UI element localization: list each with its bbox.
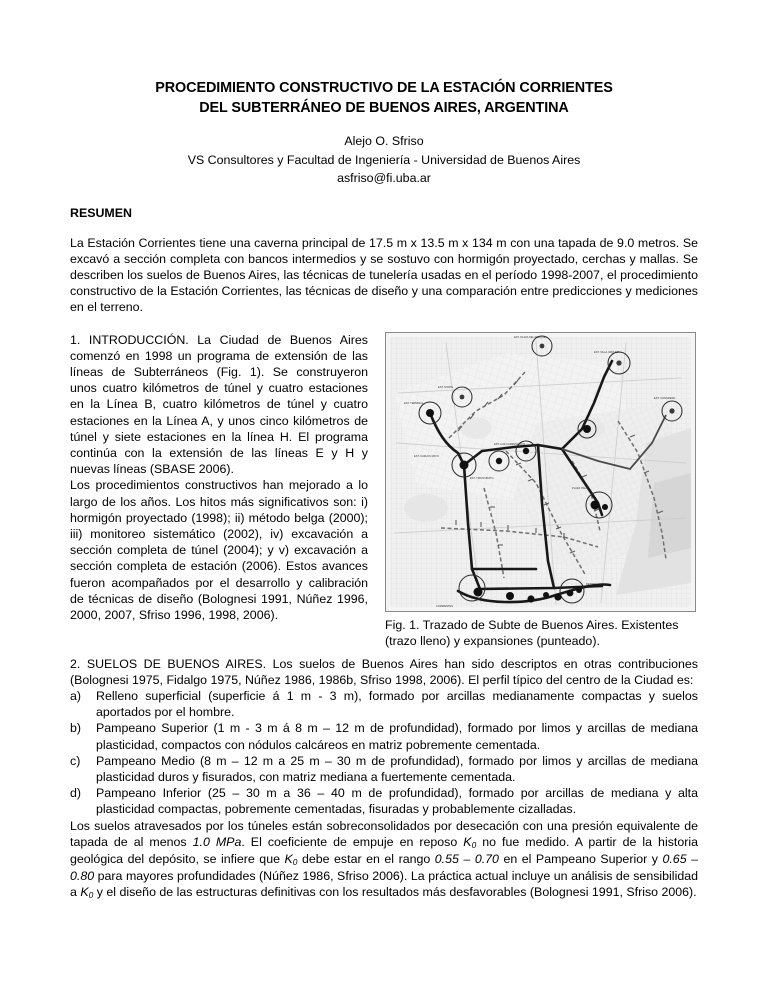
- figure-1-caption: Fig. 1. Trazado de Subte de Buenos Aires. Existentes (trazo lleno) y expansiones (punteado).: [385, 617, 679, 648]
- closing-part-2: . El coeficiente de empuje en reposo: [241, 834, 464, 849]
- list-marker-b: b): [70, 721, 82, 736]
- k0-range-upper: 0.55 – 0.70: [434, 851, 499, 866]
- page-title: [70, 78, 698, 118]
- k0-range-deep: 0.65 – 0.80: [70, 851, 698, 884]
- list-marker-a: a): [70, 688, 82, 703]
- closing-part-7: y el diseño de las estructuras definitivas con los resultados más desfavorables (Bolognesi 1991, Sfriso 2006).: [93, 885, 697, 900]
- list-text-a: Relleno superficial (superficie á 1 m - 3 m), formado por arcillas medianamente compactas y suelos aportados por el hombre.: [96, 688, 698, 720]
- author-name: Alejo O. Sfriso: [344, 134, 424, 148]
- closing-part-1: Los suelos atravesados por los túneles están sobreconsolidados por desecación con una presión equivalente de tapada de al menos: [70, 818, 698, 849]
- section2-intro: 2. SUELOS DE BUENOS AIRES. Los suelos de Buenos Aires han sido descriptos en otras contribuciones (Bolognesi 1975, Fidalgo 1975, Núñez 1986, 1986b, Sfriso 1998, 2006). El perfil típico del centro de la Ciudad es:: [70, 656, 698, 687]
- spacer: [70, 220, 698, 235]
- list-marker-d: d): [70, 786, 82, 801]
- k0-symbol: [285, 852, 298, 866]
- closing-part-3: no fue medido. A partir de la historia geológica del depósito, se infiere que: [70, 834, 698, 866]
- figure-column: [385, 332, 698, 649]
- svg-text:EST. LOS CAMPANARIOS: EST. LOS CAMPANARIOS: [494, 442, 526, 446]
- k-letter: K: [463, 834, 472, 849]
- intro-paragraph-1: 1. INTRODUCCIÓN. La Ciudad de Buenos Aires comenzó en 1998 un programa de extensión de las líneas de Subterráneos (Fig. 1). Se construyeron unos cuatro kilómetros de túnel y cuatro estaciones en la Línea B, cuatro kilómetros de túnel y cuatro estaciones en la Línea A, y unos cinco kilómetros de túnel y siete estaciones en la línea H. El programa continúa con la extensión de las líneas E y H y nuevas líneas (SBASE 2006).: [70, 332, 368, 477]
- svg-text:RETIRO: RETIRO: [586, 582, 596, 586]
- svg-text:EST. PLAZA DEL PARQUE: EST. PLAZA DEL PARQUE: [514, 335, 546, 339]
- list-item: [70, 785, 698, 817]
- k-subscript: 0: [471, 839, 477, 850]
- svg-text:PLAZA ITALIA: PLAZA ITALIA: [572, 486, 589, 490]
- list-text-b: Pampeano Superior (1 m - 3 m á 8 m – 12 m de profundidad), formado por limos y arcillas de mediana plasticidad, compactos con nódulos calcáreos en matriz pobremente cementada.: [96, 721, 698, 752]
- svg-text:EST. NORTE: EST. NORTE: [438, 385, 454, 389]
- list-item: [70, 720, 698, 752]
- k-subscript: 0: [88, 890, 94, 901]
- title-line-1: PROCEDIMIENTO CONSTRUCTIVO DE LA ESTACIÓN CORRIENTES: [155, 80, 613, 96]
- svg-text:EST. CONGRESO: EST. CONGRESO: [654, 396, 676, 400]
- author-block: [70, 132, 698, 188]
- list-item: [70, 688, 698, 720]
- author-affiliation: VS Consultores y Facultad de Ingeniería - Universidad de Buenos Aires: [187, 152, 581, 167]
- intro-figure-region: [70, 332, 698, 656]
- closing-part-5: en el Pampeano Superior y: [498, 851, 663, 866]
- subte-map-graphic: [386, 333, 695, 611]
- list-text-c: Pampeano Medio (8 m – 12 m a 25 m – 30 m de profundidad), formado por limos y arcillas de mediana plasticidad duros y fisurados, con matriz mediana a fuertemente cementada.: [96, 753, 698, 784]
- closing-part-6: para mayores profundidades (Núñez 1986, Sfriso 2006). La práctica actual incluye un análisis de sensibilidad a: [70, 869, 698, 900]
- pressure-value: 1.0 MPa: [192, 834, 242, 849]
- k0-symbol: [463, 835, 476, 849]
- closing-part-4: debe estar en el rango: [297, 851, 435, 866]
- section2-closing: [70, 818, 698, 902]
- list-item: [70, 753, 698, 785]
- abstract-heading: RESUMEN: [70, 205, 132, 220]
- intro-column: [70, 332, 368, 624]
- list-marker-c: c): [70, 753, 81, 768]
- svg-text:EST. TERMINAL: EST. TERMINAL: [404, 401, 424, 405]
- svg-text:EST. VILLA URQUIZA: EST. VILLA URQUIZA: [594, 350, 620, 354]
- document-content: [70, 78, 698, 902]
- k0-symbol: [80, 885, 93, 899]
- title-line-2: DEL SUBTERRÁNEO DE BUENOS AIRES, ARGENTINA: [199, 100, 569, 116]
- figure-1-image: [385, 332, 696, 612]
- abstract-text: La Estación Corrientes tiene una caverna principal de 17.5 m x 13.5 m x 134 m con una tapada de 9.0 metros. Se excavó a sección completa con bancos intermedios y se sostuvo con hormigón proyectado, cerchas y mallas. Se describen los suelos de Buenos Aires, las técnicas de tunelería usadas en el período 1998-2007, el procedimiento constructivo de la Estación Corrientes, las técnicas de diseño y una comparación entre predicciones y mediciones en el terreno.: [70, 235, 698, 315]
- svg-text:EST. TRIUNVIRATO: EST. TRIUNVIRATO: [470, 476, 494, 480]
- k-letter: K: [80, 885, 89, 900]
- k-letter: K: [284, 851, 293, 866]
- svg-text:CORRIENTES: CORRIENTES: [436, 604, 454, 608]
- k-subscript: 0: [292, 856, 298, 867]
- intro-paragraph-2: Los procedimientos constructivos han mejorado a lo largo de los años. Los hitos más significativos son: i) hormigón proyectado (1998); ii) método belga (2000); iii) monitoreo sistemático (2002), iv) excavación a sección completa de túnel (2004); y v) excavación a sección completa de estación (2006). Estos avances fueron acompañados por el desarrollo y calibración de técnicas de diseño (Bolognesi 1991, Núñez 1996, 2000, 2007, Sfriso 1996, 1998, 2006).: [70, 478, 368, 622]
- svg-text:EST. CARLOS MAYO: EST. CARLOS MAYO: [414, 454, 440, 458]
- author-email: asfriso@fi.uba.ar: [337, 171, 431, 185]
- list-text-d: Pampeano Inferior (25 – 30 m a 36 – 40 m de profundidad), formado por arcillas de mediana y alta plasticidad compactas, pobremente cementadas, fisuradas y probablemente cizalladas.: [96, 786, 698, 817]
- soil-profile-list: [70, 688, 698, 818]
